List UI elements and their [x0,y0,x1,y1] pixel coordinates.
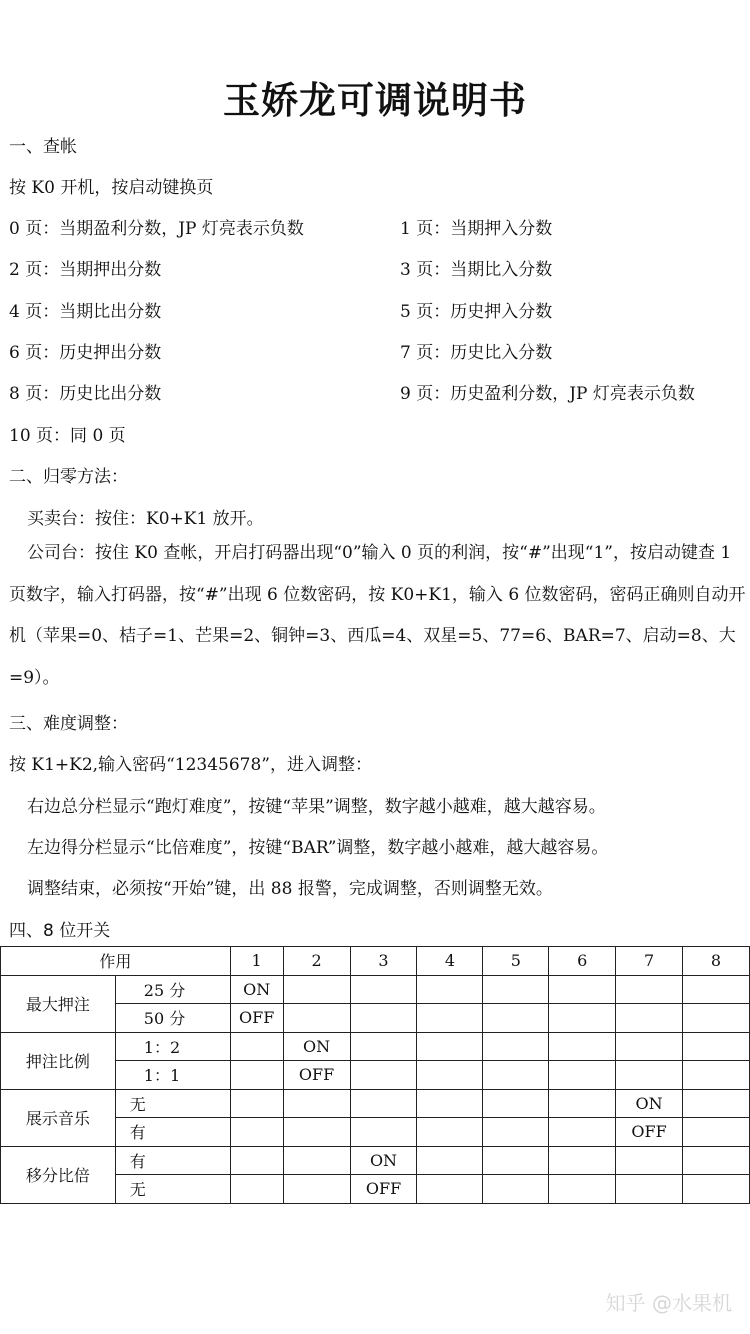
switch-state-cell [549,1032,616,1061]
section-1-intro: 按 K0 开机，按启动键换页 [9,178,214,198]
page-item: 4 页：当期比出分数 [9,302,162,322]
switch-state-cell: OFF [616,1118,683,1147]
switch-number: 8 [683,947,750,976]
switch-state-cell [230,1089,283,1118]
switch-number: 5 [483,947,549,976]
switch-state-cell [616,1032,683,1061]
section-3-line: 调整结束，必须按“开始”键，出 88 报警，完成调整，否则调整无效。 [27,879,553,899]
switch-state-cell [417,1004,483,1033]
section-4-heading: 四、8 位开关 [9,921,111,941]
page-item: 7 页：历史比入分数 [400,343,553,363]
setting-group-name: 最大押注 [1,975,116,1032]
switch-state-cell [683,975,750,1004]
switch-state-cell [483,1118,549,1147]
switch-state-cell [417,1061,483,1090]
table-header-row [1,947,750,976]
page-item: 6 页：历史押出分数 [9,343,162,363]
switch-state-cell [417,1032,483,1061]
switch-state-cell [683,1032,750,1061]
section-3-heading: 三、难度调整： [9,714,128,734]
switch-state-cell: ON [616,1089,683,1118]
table-row [1,1089,750,1118]
switch-state-cell [549,1146,616,1175]
setting-group-name: 移分比倍 [1,1146,116,1203]
switch-state-cell [350,1032,417,1061]
switch-state-cell [683,1118,750,1147]
setting-group-name: 展示音乐 [1,1089,116,1146]
page-item: 5 页：历史押入分数 [400,302,553,322]
page-item: 0 页：当期盈利分数，JP 灯亮表示负数 [9,219,304,239]
switch-number: 4 [417,947,483,976]
setting-value: 无 [115,1089,230,1118]
switch-state-cell [683,1004,750,1033]
setting-value: 无 [115,1175,230,1204]
switch-state-cell [350,1061,417,1090]
switch-state-cell [350,1004,417,1033]
switch-state-cell: ON [230,975,283,1004]
switch-state-cell [683,1061,750,1090]
switch-state-cell [417,1089,483,1118]
switch-state-cell [417,1146,483,1175]
switch-number: 1 [230,947,283,976]
switch-number: 2 [283,947,350,976]
setting-value: 25 分 [115,975,230,1004]
section-2-line: 买卖台：按住：K0+K1 放开。 [27,509,264,529]
page-item: 3 页：当期比入分数 [400,260,553,280]
switch-state-cell [283,1089,350,1118]
switch-state-cell [283,975,350,1004]
section-3-line: 左边得分栏显示“比倍难度”，按键“BAR”调整，数字越小越难，越大越容易。 [27,838,609,858]
section-3-line: 右边总分栏显示“跑灯难度”，按键“苹果”调整，数字越小越难，越大越容易。 [27,797,606,817]
setting-value: 1：1 [115,1061,230,1090]
switch-state-cell [417,1118,483,1147]
switch-state-cell [230,1175,283,1204]
setting-value: 有 [115,1118,230,1147]
setting-value: 50 分 [115,1004,230,1033]
switch-state-cell [616,1175,683,1204]
switch-state-cell [483,1061,549,1090]
switch-state-cell [483,1175,549,1204]
switch-state-cell [549,1175,616,1204]
switch-state-cell [350,975,417,1004]
table-row [1,1146,750,1175]
switch-state-cell [230,1118,283,1147]
switch-state-cell [483,1089,549,1118]
switch-state-cell [230,1146,283,1175]
header-label: 作用 [1,947,231,976]
table-row [1,1032,750,1061]
switch-state-cell: OFF [230,1004,283,1033]
page-item: 10 页：同 0 页 [9,426,126,446]
switch-state-cell [616,1061,683,1090]
switch-state-cell [350,1089,417,1118]
switch-number: 3 [350,947,417,976]
switch-state-cell [549,1118,616,1147]
setting-value: 1：2 [115,1032,230,1061]
page-item: 2 页：当期押出分数 [9,260,162,280]
switch-state-cell [483,1032,549,1061]
section-2-heading: 二、归零方法： [9,467,128,487]
section-3-line: 按 K1+K2,输入密码“12345678”，进入调整： [9,755,372,775]
switch-state-cell [350,1118,417,1147]
page-item: 1 页：当期押入分数 [400,219,553,239]
switch-state-cell [549,1089,616,1118]
switch-state-cell: OFF [350,1175,417,1204]
page-item: 9 页：历史盈利分数，JP 灯亮表示负数 [400,384,695,404]
switch-number: 7 [616,947,683,976]
switch-state-cell [230,1032,283,1061]
switch-state-cell [616,1004,683,1033]
switch-state-cell [616,1146,683,1175]
document-title: 玉娇龙可调说明书 [223,79,527,122]
switch-state-cell [417,1175,483,1204]
switch-state-cell [483,1004,549,1033]
switch-state-cell [230,1061,283,1090]
switch-state-cell: ON [283,1032,350,1061]
switch-state-cell [483,975,549,1004]
switch-state-cell [683,1146,750,1175]
switch-state-cell: ON [350,1146,417,1175]
setting-value: 有 [115,1146,230,1175]
page-item: 8 页：历史比出分数 [9,384,162,404]
switch-state-cell [683,1089,750,1118]
watermark: 知乎 @水果机 [605,1291,732,1315]
switch-state-cell [483,1146,549,1175]
dip-switch-table [0,946,750,1204]
section-1-heading: 一、查帐 [9,137,77,157]
switch-state-cell [283,1118,350,1147]
switch-state-cell [417,975,483,1004]
switch-state-cell [683,1175,750,1204]
section-2-paragraph: 公司台：按住 K0 查帐，开启打码器出现“0”输入 0 页的利润，按“#”出现“1”，按启动键查 1 页数字，输入打码器，按“#”出现 6 位数密码，按 K0+K1，输入 6 位数密码，密码正确则自动开机（苹果=0、桔子=1、芒果=2、铜钟=3、西瓜=4、双星=5、77=6、BAR=7、启动=8、大=9）。 [9,543,746,688]
switch-number: 6 [549,947,616,976]
switch-state-cell: OFF [283,1061,350,1090]
switch-state-cell [549,1061,616,1090]
setting-group-name: 押注比例 [1,1032,116,1089]
switch-state-cell [549,975,616,1004]
switch-state-cell [549,1004,616,1033]
switch-state-cell [283,1004,350,1033]
switch-state-cell [283,1175,350,1204]
switch-state-cell [283,1146,350,1175]
switch-state-cell [616,975,683,1004]
table-row [1,975,750,1004]
